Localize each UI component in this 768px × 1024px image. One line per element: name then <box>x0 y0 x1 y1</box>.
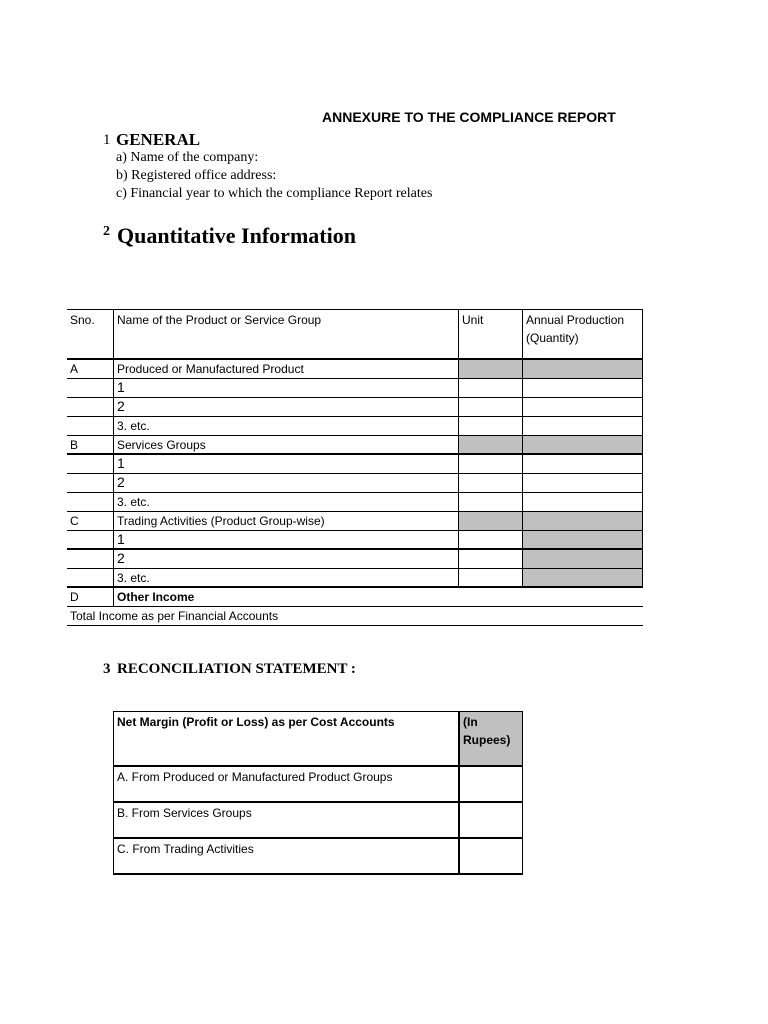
production-cell <box>522 417 643 435</box>
unit-cell <box>458 550 522 568</box>
row-name: Produced or Manufactured Product <box>113 360 458 378</box>
section-1-number: 1 <box>103 132 111 148</box>
production-cell <box>522 493 643 511</box>
amount-cell <box>458 803 523 837</box>
table-row <box>67 493 643 512</box>
amount-cell <box>458 767 523 801</box>
table-row <box>113 767 523 803</box>
table-row <box>67 531 643 550</box>
net-margin-label: Net Margin (Profit or Loss) as per Cost Accounts <box>113 712 458 765</box>
row-sno <box>67 379 113 397</box>
section-1-title: GENERAL <box>116 130 201 149</box>
row-sno: C <box>70 514 79 528</box>
row-sno <box>67 569 113 586</box>
unit-cell <box>458 379 522 397</box>
row-sno <box>67 417 113 435</box>
production-cell <box>522 455 643 473</box>
in-rupees-label: (In Rupees) <box>458 712 523 765</box>
unit-cell <box>458 569 522 586</box>
production-cell <box>522 588 643 606</box>
row-sno <box>67 493 113 511</box>
quantitative-table <box>67 309 643 626</box>
unit-cell <box>458 436 522 453</box>
row-sno <box>67 531 113 548</box>
reconciliation-table <box>113 711 523 875</box>
row-sno: B <box>70 438 79 452</box>
table-row <box>67 360 643 379</box>
header-unit: Unit <box>458 310 522 358</box>
header-product-name: Name of the Product or Service Group <box>113 310 458 358</box>
production-cell <box>522 436 643 453</box>
unit-cell <box>458 360 522 378</box>
production-cell <box>522 512 643 530</box>
production-cell <box>522 550 643 568</box>
table-row <box>67 436 643 455</box>
section-2-number: 2 <box>103 224 110 239</box>
table-row <box>67 455 643 474</box>
general-item-company-name: a) Name of the company: <box>116 150 259 165</box>
unit-cell <box>458 493 522 511</box>
row-sno <box>67 474 113 492</box>
section-3-title: RECONCILIATION STATEMENT : <box>117 661 356 677</box>
table-row <box>67 474 643 493</box>
table-row <box>67 417 643 436</box>
unit-cell <box>458 474 522 492</box>
table-row <box>67 550 643 569</box>
row-sno: A <box>70 362 79 376</box>
header-sno: Sno. <box>70 313 95 327</box>
section-2-title: Quantitative Information <box>117 223 356 248</box>
reconciliation-row-label: A. From Produced or Manufactured Product Groups <box>113 767 458 801</box>
unit-cell <box>458 417 522 435</box>
row-name: 1 <box>113 455 458 473</box>
general-item-financial-year: c) Financial year to which the compliance Report relates <box>116 186 433 201</box>
production-cell <box>522 398 643 416</box>
reconciliation-row-label: C. From Trading Activities <box>113 839 458 873</box>
row-name: Services Groups <box>113 436 458 453</box>
row-name: 1 <box>113 379 458 397</box>
table-row <box>67 379 643 398</box>
unit-cell <box>458 512 522 530</box>
table-row <box>113 839 523 875</box>
row-name: 3. etc. <box>113 569 458 586</box>
reconciliation-row-label: B. From Services Groups <box>113 803 458 837</box>
production-cell <box>522 360 643 378</box>
row-name: 3. etc. <box>113 417 458 435</box>
row-name: Other Income <box>113 588 458 606</box>
section-3-number: 3 <box>103 661 111 677</box>
table-header-row <box>67 309 643 360</box>
row-sno <box>67 550 113 568</box>
row-name: 2 <box>113 474 458 492</box>
table-row <box>67 512 643 531</box>
table-row <box>67 569 643 588</box>
total-row <box>67 607 643 626</box>
row-name: 1 <box>113 531 458 548</box>
row-name: 3. etc. <box>113 493 458 511</box>
table-row <box>67 398 643 417</box>
amount-cell <box>458 839 523 873</box>
unit-cell <box>458 455 522 473</box>
total-label: Total Income as per Financial Accounts <box>70 609 279 623</box>
production-cell <box>522 569 643 586</box>
document-title: ANNEXURE TO THE COMPLIANCE REPORT <box>322 109 616 125</box>
row-sno <box>67 455 113 473</box>
row-name: 2 <box>113 398 458 416</box>
row-sno <box>67 398 113 416</box>
production-cell <box>522 474 643 492</box>
unit-cell <box>458 588 522 606</box>
production-cell <box>522 531 643 548</box>
unit-cell <box>458 531 522 548</box>
reconciliation-header-row <box>113 712 523 767</box>
unit-cell <box>458 398 522 416</box>
general-item-registered-office: b) Registered office address: <box>116 168 277 183</box>
header-annual-production: Annual Production (Quantity) <box>522 310 643 358</box>
row-sno: D <box>70 590 79 604</box>
table-row <box>67 588 643 607</box>
table-row <box>113 803 523 839</box>
row-name: 2 <box>113 550 458 568</box>
row-name: Trading Activities (Product Group-wise) <box>113 512 458 530</box>
production-cell <box>522 379 643 397</box>
